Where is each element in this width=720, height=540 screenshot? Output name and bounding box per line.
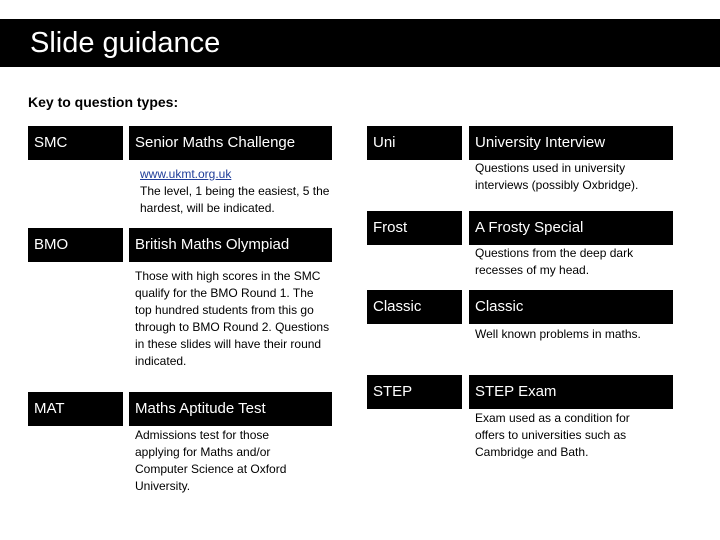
type-name-smc bbox=[129, 126, 332, 160]
type-name-label: British Maths Olympiad bbox=[135, 236, 290, 253]
code-badge-classic bbox=[367, 290, 462, 324]
ukmt-link[interactable]: www.ukmt.org.uk bbox=[140, 167, 232, 181]
type-name-label: Maths Aptitude Test bbox=[135, 400, 266, 417]
code-badge-bmo bbox=[28, 228, 123, 262]
description-uni: Questions used in university interviews (possibly Oxbridge). bbox=[475, 161, 639, 192]
code-badge-smc bbox=[28, 126, 123, 160]
type-name-bmo bbox=[129, 228, 332, 262]
type-name-classic bbox=[469, 290, 673, 324]
key-heading: Key to question types: bbox=[28, 94, 179, 110]
code-badge-step bbox=[367, 375, 462, 409]
description-text: The level, 1 being the easiest, 5 the hardest, will be indicated. bbox=[140, 184, 330, 215]
code-label: BMO bbox=[34, 236, 69, 253]
code-label: MAT bbox=[34, 400, 65, 417]
description-bmo: Those with high scores in the SMC qualify for the BMO Round 1. The top hundred students from this go through to BMO Round 2. Questions in these slides will have their round indicated. bbox=[135, 269, 330, 368]
slide-title: Slide guidance bbox=[0, 19, 720, 67]
type-name-uni bbox=[469, 126, 673, 160]
description-step: Exam used as a condition for offers to universities such as Cambridge and Bath. bbox=[475, 411, 630, 459]
code-badge-frost bbox=[367, 211, 462, 245]
code-label: STEP bbox=[373, 383, 413, 400]
code-label: Classic bbox=[373, 298, 422, 315]
code-badge-uni bbox=[367, 126, 462, 160]
description-mat: Admissions test for those applying for Maths and/or Computer Science at Oxford University. bbox=[135, 428, 287, 493]
description-classic: Well known problems in maths. bbox=[475, 327, 641, 341]
code-label: Frost bbox=[373, 219, 408, 236]
description-smc bbox=[140, 166, 330, 217]
type-name-mat bbox=[129, 392, 332, 426]
code-label: SMC bbox=[34, 134, 68, 151]
type-name-step bbox=[469, 375, 673, 409]
type-name-label: STEP Exam bbox=[475, 383, 557, 400]
code-label: Uni bbox=[373, 134, 396, 151]
code-badge-mat bbox=[28, 392, 123, 426]
type-name-label: Classic bbox=[475, 298, 524, 315]
description-frost: Questions from the deep dark recesses of my head. bbox=[475, 246, 634, 277]
type-name-label: Senior Maths Challenge bbox=[135, 134, 296, 151]
type-name-frost bbox=[469, 211, 673, 245]
type-name-label: A Frosty Special bbox=[475, 219, 584, 236]
type-name-label: University Interview bbox=[475, 134, 606, 151]
